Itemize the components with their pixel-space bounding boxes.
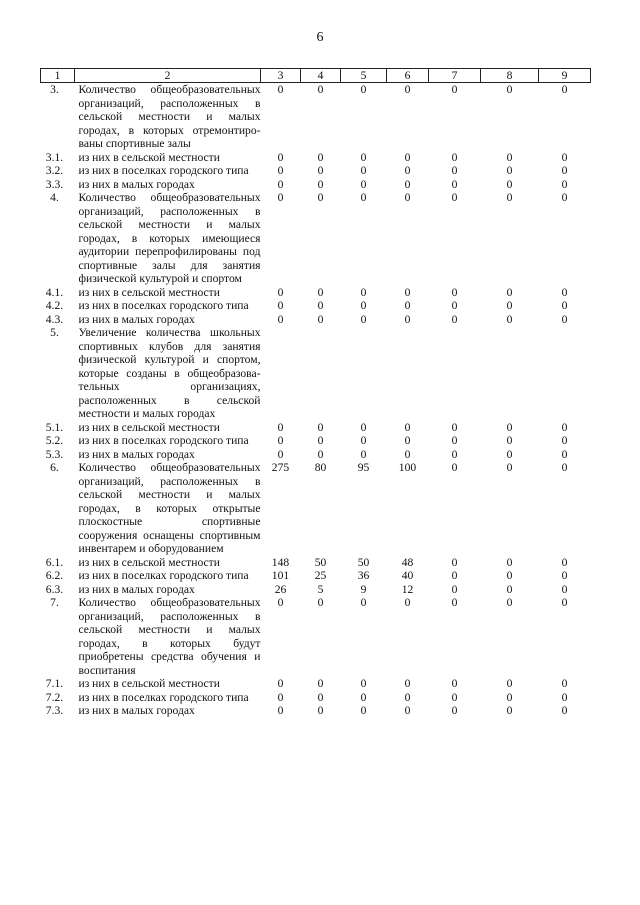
value-cell: 9 — [360, 582, 367, 596]
value-cell: 0 — [451, 83, 458, 96]
row-label: Количество общеобразовательных организаций, расположенных в сельской местности и малых городах, в которых будут приобретены средства обучения и воспитания — [78, 596, 261, 677]
value-cell: 0 — [360, 83, 367, 96]
value-cell — [429, 326, 481, 421]
value-cell: 0 — [561, 150, 568, 164]
value-cell: 0 — [451, 690, 458, 704]
row-label: из них в малых городах — [78, 177, 195, 191]
row-number: 7.1. — [45, 677, 64, 690]
value-cell: 0 — [277, 447, 284, 461]
value-cell — [539, 326, 591, 421]
value-cell: 0 — [451, 582, 458, 596]
table-row — [41, 326, 591, 421]
row-number: 5.3. — [45, 447, 64, 461]
value-cell: 0 — [561, 447, 568, 461]
value-cell: 0 — [506, 461, 513, 474]
value-cell: 0 — [561, 191, 568, 204]
row-label: из них в поселках городского типа — [78, 299, 249, 312]
row-number: 4.2. — [45, 299, 64, 312]
value-cell — [481, 326, 539, 421]
row-number: 6. — [50, 461, 59, 474]
value-cell: 0 — [317, 191, 324, 204]
value-cell: 0 — [404, 420, 411, 434]
row-number: 7.2. — [45, 690, 64, 704]
value-cell: 0 — [451, 555, 458, 569]
table-row — [41, 556, 591, 570]
value-cell: 0 — [506, 285, 513, 299]
value-cell: 0 — [404, 177, 411, 191]
value-cell: 0 — [506, 420, 513, 434]
value-cell: 0 — [360, 704, 367, 717]
table-row — [41, 569, 591, 583]
row-number: 6.2. — [45, 569, 64, 582]
value-cell: 0 — [506, 555, 513, 569]
value-cell: 0 — [317, 164, 324, 177]
value-cell: 0 — [404, 596, 411, 609]
value-cell: 0 — [506, 704, 513, 717]
value-cell: 0 — [506, 299, 513, 312]
value-cell: 0 — [404, 299, 411, 312]
row-label: Увеличение количества школьных спортивных клубов для занятия физической культурой и спортом, которые созданы в общеобразова-тельных организациях, расположенных в сельской местности и малых городах — [78, 326, 261, 420]
value-cell: 0 — [317, 285, 324, 299]
value-cell: 0 — [561, 420, 568, 434]
value-cell: 0 — [561, 299, 568, 312]
value-cell: 0 — [360, 690, 367, 704]
value-cell: 0 — [451, 569, 458, 582]
value-cell: 0 — [277, 191, 284, 204]
report-table — [40, 68, 591, 718]
table-row — [41, 286, 591, 300]
value-cell: 0 — [506, 569, 513, 582]
table-row — [41, 448, 591, 462]
row-number: 7.3. — [45, 704, 64, 717]
row-label: из них в сельской местности — [78, 420, 220, 434]
value-cell: 0 — [404, 191, 411, 204]
value-cell: 0 — [277, 434, 284, 447]
value-cell: 0 — [317, 596, 324, 609]
value-cell: 25 — [314, 569, 327, 582]
table-row — [41, 461, 591, 556]
row-number: 4.1. — [45, 285, 64, 299]
value-cell: 0 — [277, 83, 284, 96]
value-cell: 0 — [404, 690, 411, 704]
value-cell: 0 — [360, 150, 367, 164]
value-cell: 0 — [277, 704, 284, 717]
row-label: Количество общеобразовательных организаций, расположенных в сельской местности и малых городах, в которых открытые плоскостные спортивные сооружения оснащены спортивным инвентарем и оборудованием — [78, 461, 261, 555]
value-cell: 0 — [360, 677, 367, 690]
value-cell: 0 — [317, 704, 324, 717]
value-cell — [261, 326, 301, 421]
value-cell: 0 — [506, 596, 513, 609]
row-label: из них в сельской местности — [78, 555, 220, 569]
table-row — [41, 677, 591, 691]
header-cell: 6 — [387, 69, 429, 83]
row-number: 5. — [50, 326, 59, 339]
row-label: из них в малых городах — [78, 704, 195, 717]
value-cell: 0 — [506, 191, 513, 204]
value-cell: 50 — [357, 555, 370, 569]
value-cell: 0 — [277, 150, 284, 164]
value-cell: 0 — [561, 164, 568, 177]
value-cell: 0 — [451, 447, 458, 461]
value-cell: 0 — [277, 690, 284, 704]
value-cell: 0 — [561, 177, 568, 191]
value-cell: 0 — [506, 677, 513, 690]
header-cell: 8 — [481, 69, 539, 83]
value-cell: 0 — [451, 704, 458, 717]
row-number: 5.1. — [45, 420, 64, 434]
table-row — [41, 191, 591, 286]
value-cell: 0 — [451, 312, 458, 326]
value-cell: 0 — [404, 447, 411, 461]
table-row — [41, 434, 591, 448]
row-number: 3.2. — [45, 164, 64, 177]
value-cell: 0 — [404, 83, 411, 96]
row-label: из них в сельской местности — [78, 677, 220, 690]
value-cell: 0 — [561, 596, 568, 609]
header-cell: 3 — [261, 69, 301, 83]
value-cell: 0 — [277, 420, 284, 434]
value-cell: 0 — [404, 285, 411, 299]
value-cell: 0 — [317, 420, 324, 434]
row-number: 4. — [50, 191, 59, 204]
value-cell: 0 — [451, 177, 458, 191]
row-number: 3.1. — [45, 150, 64, 164]
value-cell: 48 — [401, 555, 414, 569]
value-cell: 0 — [317, 83, 324, 96]
value-cell: 0 — [561, 555, 568, 569]
value-cell: 0 — [404, 164, 411, 177]
value-cell: 0 — [506, 150, 513, 164]
value-cell: 0 — [451, 434, 458, 447]
value-cell: 0 — [561, 677, 568, 690]
table-body — [41, 83, 591, 718]
row-label: из них в сельской местности — [78, 285, 220, 299]
value-cell: 0 — [506, 312, 513, 326]
value-cell: 0 — [561, 704, 568, 717]
value-cell: 0 — [317, 690, 324, 704]
value-cell: 0 — [451, 596, 458, 609]
value-cell: 0 — [561, 83, 568, 96]
value-cell: 0 — [561, 434, 568, 447]
value-cell: 0 — [404, 704, 411, 717]
value-cell: 0 — [317, 434, 324, 447]
value-cell: 0 — [451, 677, 458, 690]
value-cell: 100 — [398, 461, 417, 474]
value-cell: 80 — [314, 461, 327, 474]
value-cell: 0 — [277, 677, 284, 690]
value-cell: 0 — [451, 285, 458, 299]
value-cell: 0 — [360, 312, 367, 326]
header-cell: 4 — [301, 69, 341, 83]
row-label: Количество общеобразовательных организаций, расположенных в сельской местности и малых городах, в которых имеющиеся аудитории перепрофилированы под спортивные залы для занятия физической культурой и спортом — [78, 191, 261, 285]
value-cell: 0 — [317, 677, 324, 690]
table-row — [41, 164, 591, 178]
value-cell: 50 — [314, 555, 327, 569]
value-cell: 36 — [357, 569, 370, 582]
value-cell: 0 — [451, 461, 458, 474]
row-label: из них в поселках городского типа — [78, 690, 249, 704]
row-number: 5.2. — [45, 434, 64, 447]
table-row — [41, 421, 591, 435]
value-cell: 0 — [561, 690, 568, 704]
value-cell: 0 — [360, 434, 367, 447]
value-cell: 0 — [506, 690, 513, 704]
row-label: из них в поселках городского типа — [78, 569, 249, 582]
row-label: из них в малых городах — [78, 312, 195, 326]
value-cell: 0 — [360, 285, 367, 299]
value-cell — [387, 326, 429, 421]
value-cell: 0 — [277, 177, 284, 191]
value-cell: 0 — [451, 191, 458, 204]
value-cell: 101 — [271, 569, 290, 582]
row-number: 3.3. — [45, 177, 64, 191]
table-row — [41, 704, 591, 718]
value-cell: 0 — [277, 299, 284, 312]
value-cell: 0 — [561, 569, 568, 582]
value-cell: 0 — [317, 312, 324, 326]
value-cell: 0 — [277, 312, 284, 326]
row-number: 7. — [50, 596, 59, 609]
value-cell: 0 — [404, 150, 411, 164]
header-cell: 2 — [75, 69, 261, 83]
row-label: из них в поселках городского типа — [78, 434, 249, 447]
header-cell: 9 — [539, 69, 591, 83]
table-row — [41, 313, 591, 327]
row-label: из них в сельской местности — [78, 150, 220, 164]
table-row — [41, 596, 591, 677]
page-number: 6 — [316, 30, 324, 45]
value-cell: 26 — [274, 582, 287, 596]
row-number: 4.3. — [45, 312, 64, 326]
value-cell: 0 — [506, 582, 513, 596]
table-row — [41, 691, 591, 705]
value-cell: 0 — [360, 191, 367, 204]
value-cell: 0 — [360, 164, 367, 177]
value-cell: 0 — [506, 177, 513, 191]
value-cell: 0 — [451, 299, 458, 312]
value-cell: 5 — [317, 582, 324, 596]
header-cell: 5 — [341, 69, 387, 83]
value-cell: 275 — [271, 461, 290, 474]
row-number: 6.1. — [45, 555, 64, 569]
row-number: 3. — [50, 83, 59, 96]
value-cell: 0 — [506, 447, 513, 461]
table-row — [41, 83, 591, 151]
value-cell: 0 — [404, 434, 411, 447]
value-cell: 0 — [561, 312, 568, 326]
value-cell: 0 — [360, 299, 367, 312]
row-label: из них в малых городах — [78, 447, 195, 461]
value-cell: 0 — [506, 83, 513, 96]
value-cell: 0 — [277, 285, 284, 299]
value-cell: 0 — [561, 461, 568, 474]
value-cell: 148 — [271, 555, 290, 569]
value-cell: 0 — [317, 177, 324, 191]
value-cell: 0 — [317, 299, 324, 312]
value-cell: 0 — [561, 285, 568, 299]
value-cell: 0 — [277, 596, 284, 609]
table-header — [41, 69, 591, 83]
value-cell: 12 — [401, 582, 414, 596]
row-label: Количество общеобразовательных организаций, расположенных в сельской местности и малых городах, в которых отремонтиро-ваны спортивные залы — [78, 83, 261, 150]
row-number: 6.3. — [45, 582, 64, 596]
row-label: из них в малых городах — [78, 582, 195, 596]
value-cell: 0 — [277, 164, 284, 177]
value-cell — [341, 326, 387, 421]
value-cell: 0 — [506, 434, 513, 447]
value-cell — [301, 326, 341, 421]
header-cell: 1 — [41, 69, 75, 83]
table-row — [41, 583, 591, 597]
header-cell: 7 — [429, 69, 481, 83]
value-cell: 0 — [360, 596, 367, 609]
header-row — [41, 69, 591, 83]
table-row — [41, 299, 591, 313]
row-label: из них в поселках городского типа — [78, 164, 249, 177]
value-cell: 0 — [561, 582, 568, 596]
table-row — [41, 178, 591, 192]
value-cell: 0 — [404, 312, 411, 326]
value-cell: 0 — [360, 447, 367, 461]
value-cell: 0 — [451, 420, 458, 434]
value-cell: 0 — [317, 447, 324, 461]
value-cell: 0 — [404, 677, 411, 690]
value-cell: 0 — [451, 164, 458, 177]
value-cell: 95 — [357, 461, 370, 474]
table-row — [41, 151, 591, 165]
value-cell: 0 — [506, 164, 513, 177]
value-cell: 40 — [401, 569, 414, 582]
value-cell: 0 — [360, 420, 367, 434]
value-cell: 0 — [317, 150, 324, 164]
value-cell: 0 — [451, 150, 458, 164]
value-cell: 0 — [360, 177, 367, 191]
